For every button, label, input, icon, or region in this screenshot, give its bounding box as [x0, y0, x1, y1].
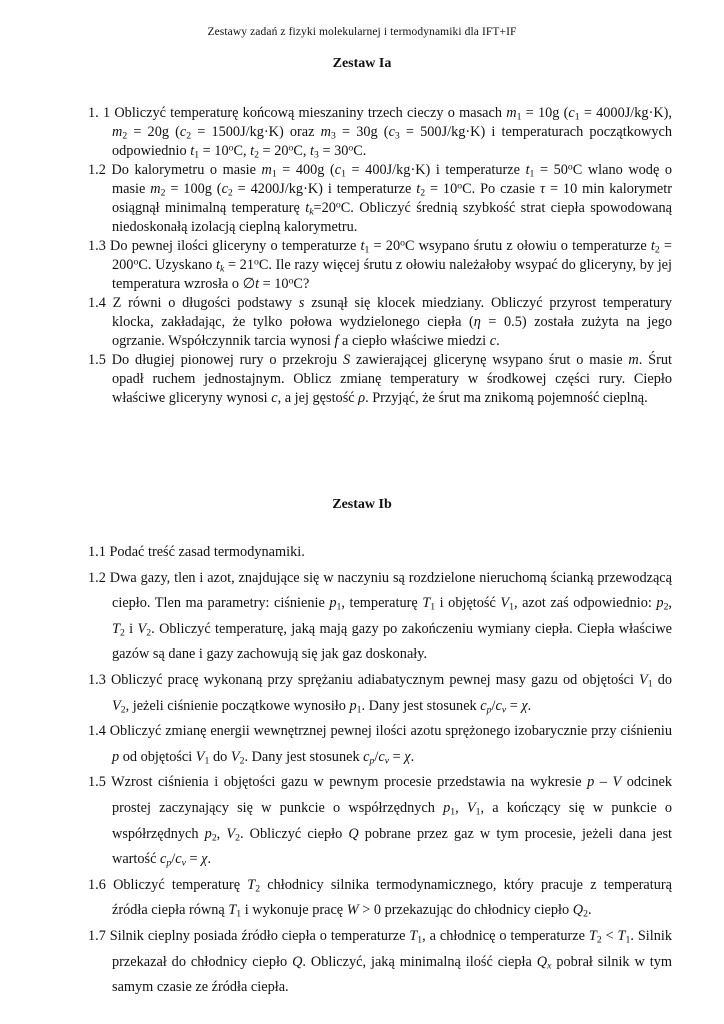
problem-text: Obliczyć temperaturę końcową mieszaniny trzech cieczy o masach $m_1 = 10g$ $(c_1 = 4000J/kg\cdot K)$, $m_2 = 20g$ $(c_2 = 1500J/kg\cdot K)$ oraz $m_3 = 30g$ $(c_3 = 500J/kg\cdot K)$ i temperaturach początkowych odpowiednio $t_1 = 10^oC$, $t_2 = 20^oC$, $t_3 = 30^oC$. — [112, 105, 673, 161]
problem-text: Obliczyć pracę wykonaną przy sprężaniu adiabatycznym pewnej masy gazu od objętości $V_1$ do $V_2$, jeżeli ciśnienie początkowe wynosiło $p_1$. Dany jest stosunek $c_p/c_v = \chi$. — [110, 671, 673, 715]
problem-number: 1. 1 — [88, 105, 111, 121]
problem-number: 1.4 — [88, 723, 106, 740]
problem-text: Silnik cieplny posiada źródło ciepła o temperaturze $T_1$, a chłodnicę o temperaturze $T_2 < T_1$. Silnik przekazał do chłodnicy ciepło Q. Obliczyć, jaką minimalną ilość ciepła $Q_x$ pobrał silnik w tym samym czasie ze źródła ciepła. — [109, 927, 672, 996]
problem-number: 1.4 — [88, 295, 106, 311]
problem-item — [88, 873, 672, 924]
section-title-ib: Zestaw Ib — [332, 497, 392, 512]
problem-item — [88, 668, 672, 719]
section-title-ia: Zestaw Ia — [332, 56, 392, 71]
problem-item — [88, 924, 672, 1001]
problem-text: Obliczyć temperaturę $T_2$ chłodnicy silnika termodynamicznego, który pracuje z temperaturą źródła ciepła równą $T_1$ i wykonuje pracę W > 0 przekazując do chłodnicy ciepło $Q_2$. — [112, 876, 672, 920]
problem-item — [88, 104, 672, 161]
problem-number: 1.6 — [88, 876, 106, 893]
problem-text: Dwa gazy, tlen i azot, znajdujące się w naczyniu są rozdzielone nieruchomą ścianką przewodzącą ciepło. Tlen ma parametry: ciśnienie $p_1$, temperaturę $T_1$ i objętość $V_1$, azot zaś odpowiednio: $p_2$, $T_2$ i $V_2$. Obliczyć temperaturę, jaką mają gazy po zakończeniu wymiany ciepła. Ciepła właściwe gazów są dane i gazy zachowują się jak gaz doskonały. — [109, 569, 672, 663]
problem-item — [88, 719, 672, 770]
problem-text: Z równi o długości podstawy s zsunął się klocek miedziany. Obliczyć przyrost temperatury klocka, zakładając, że tylko połowa wydzielonego ciepła (η = 0.5) została zużyta na jego ogrzanie. Współczynnik tarcia wynosi f a ciepło właściwe miedzi c. — [112, 295, 673, 349]
problem-number: 1.1 — [88, 544, 106, 560]
problem-text: Wzrost ciśnienia i objętości gazu w pewnym procesie przedstawia na wykresie p – V odcinek prostej zaczynający się w punkcie o współrzędnych $p_1$, $V_1$, a kończący się w punkcie o współrzędnych $p_2$, $V_2$. Obliczyć ciepło Q pobrane przez gaz w tym procesie, jeżeli dana jest wartość $c_p/c_v = \chi$. — [111, 774, 673, 869]
problem-number: 1.2 — [88, 569, 106, 586]
problem-list-ib — [88, 540, 672, 1001]
problem-item — [88, 294, 672, 351]
problem-number: 1.5 — [88, 774, 106, 791]
problem-text: Do pewnej ilości gliceryny o temperaturze $t_1 = 20^oC$ wsypano śrutu z ołowiu o temperaturze $t_2 = 200^oC$. Uzyskano $t_k = 21^oC$. Ile razy więcej śrutu z ołowiu należałoby wsypać do gliceryny, by jej temperatura wzrosła o ∅t = $10^oC$? — [110, 237, 672, 292]
problem-text: Podać treść zasad termodynamiki. — [109, 544, 305, 560]
problem-item — [88, 770, 672, 872]
problem-text: Do kalorymetru o masie $m_1 = 400g$ $(c_1 = 400J/kg\cdot K)$ i temperaturze $t_1 = 50^oC$ wlano wodę o masie $m_2 = 100g$ $(c_2 = 4200J/kg\cdot K)$ i temperaturze $t_2 = 10^oC$. Po czasie τ = 10 min kalorymetr osiągnął minimalną temperaturę $t_k=20^oC$. Obliczyć średnią szybkość strat ciepła spowodowaną niedoskonałą izolacją cieplną kalorymetru. — [111, 161, 673, 235]
problem-number: 1.5 — [88, 352, 106, 368]
problem-number: 1.2 — [88, 162, 106, 178]
problem-item — [88, 161, 672, 237]
problem-number: 1.3 — [88, 238, 106, 254]
problem-item — [88, 351, 672, 408]
problem-number: 1.3 — [88, 671, 106, 688]
problem-item — [88, 566, 672, 668]
problem-text: Do długiej pionowej rury o przekroju S zawierającej glicerynę wsypano śrut o masie m. Śrut opadł ruchem jednostajnym. Oblicz zmianę temperatury w środkowej części rury. Ciepło właściwe gliceryny wynosi c, a jej gęstość ρ. Przyjąć, że śrut ma znikomą pojemność cieplną. — [111, 352, 673, 406]
problem-item — [88, 237, 672, 294]
problem-number: 1.7 — [88, 927, 106, 944]
running-header: Zestawy zadań z fizyki molekularnej i termodynamiki dla IFT+IF — [207, 26, 517, 38]
problem-item — [88, 540, 672, 566]
problem-text: Obliczyć zmianę energii wewnętrznej pewnej ilości azotu sprężonego izobarycznie przy ciśnieniu p od objętości $V_1$ do $V_2$. Dany jest stosunek $c_p/c_v = \chi$. — [109, 723, 672, 767]
problem-list-ia — [88, 104, 672, 408]
